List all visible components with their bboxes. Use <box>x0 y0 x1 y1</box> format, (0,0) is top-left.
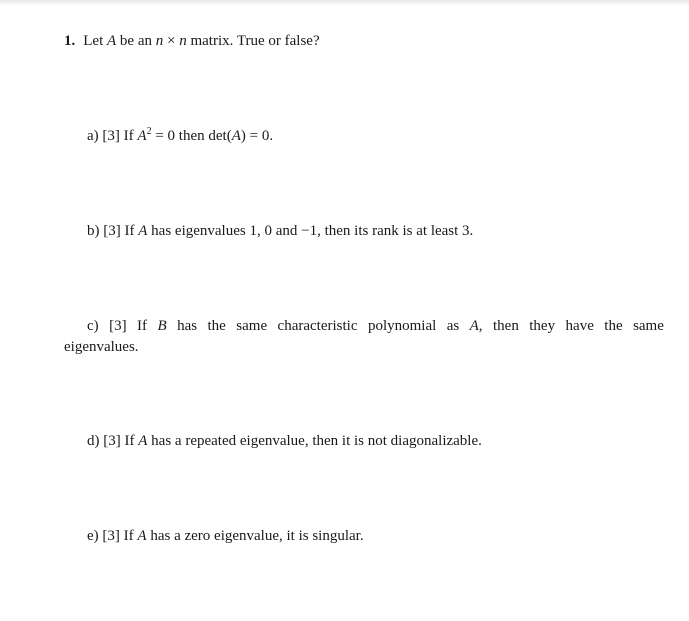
part-text: has eigenvalues 1, 0 and −1, then its rank is at least 3. <box>147 223 474 239</box>
question-text-2: be an <box>116 33 156 49</box>
top-shadow <box>0 0 689 6</box>
part-word: same <box>236 318 268 334</box>
part-points: [3] <box>103 433 121 449</box>
part-label: e) <box>87 528 99 544</box>
part-word: the <box>207 318 226 334</box>
math-var-A: A <box>231 128 241 144</box>
part-c-line-1 <box>64 316 664 337</box>
part-points: [3] <box>109 318 127 334</box>
part-word: they <box>529 318 556 334</box>
question-text-1: Let <box>83 33 107 49</box>
math-var-A: A <box>138 433 148 449</box>
part-a <box>64 126 664 147</box>
part-text: has a zero eigenvalue, it is singular. <box>146 528 364 544</box>
math-var-A: A <box>137 528 147 544</box>
question-text-3: matrix. True or false? <box>186 33 320 49</box>
part-points: [3] <box>102 128 120 144</box>
part-label: a) <box>87 128 99 144</box>
part-e <box>64 526 664 547</box>
part-b-line <box>64 221 664 242</box>
math-var-B: B <box>157 318 167 334</box>
math-var-A: A <box>137 128 147 144</box>
part-d-line <box>64 431 664 452</box>
part-c-line-2: eigenvalues. <box>64 339 139 355</box>
question-1-header <box>64 31 664 52</box>
part-word: same <box>633 318 664 334</box>
part-d <box>64 431 664 452</box>
question-number: 1. <box>64 33 76 49</box>
part-e-line <box>64 526 664 547</box>
math-times: × <box>163 33 180 49</box>
part-text: If <box>124 223 139 239</box>
part-word: has <box>177 318 198 334</box>
part-text: If <box>124 433 139 449</box>
math-exponent: 2 <box>146 126 152 137</box>
part-word: the <box>604 318 623 334</box>
part-c <box>64 316 664 358</box>
part-word: have <box>565 318 594 334</box>
part-label: c) <box>87 318 99 334</box>
part-word: characteristic <box>277 318 358 334</box>
part-text: = 0 then det( <box>151 128 232 144</box>
part-points: [3] <box>103 223 121 239</box>
math-var-A: A <box>107 33 117 49</box>
part-word: then <box>493 318 519 334</box>
math-var-n: n <box>155 33 164 49</box>
part-word: If <box>137 318 148 334</box>
part-points: [3] <box>102 528 120 544</box>
part-text: If <box>123 128 138 144</box>
math-var-A: A <box>138 223 148 239</box>
part-word: as <box>446 318 460 334</box>
part-text: has a repeated eigenvalue, then it is not diagonalizable. <box>147 433 482 449</box>
part-text: ) = 0. <box>240 128 274 144</box>
part-b <box>64 221 664 242</box>
part-label: b) <box>87 223 100 239</box>
part-text: If <box>123 528 138 544</box>
math-var-A: A, <box>469 318 483 334</box>
math-var-n: n <box>179 33 187 49</box>
part-label: d) <box>87 433 100 449</box>
part-word: polynomial <box>367 318 437 334</box>
part-a-line <box>64 126 664 147</box>
